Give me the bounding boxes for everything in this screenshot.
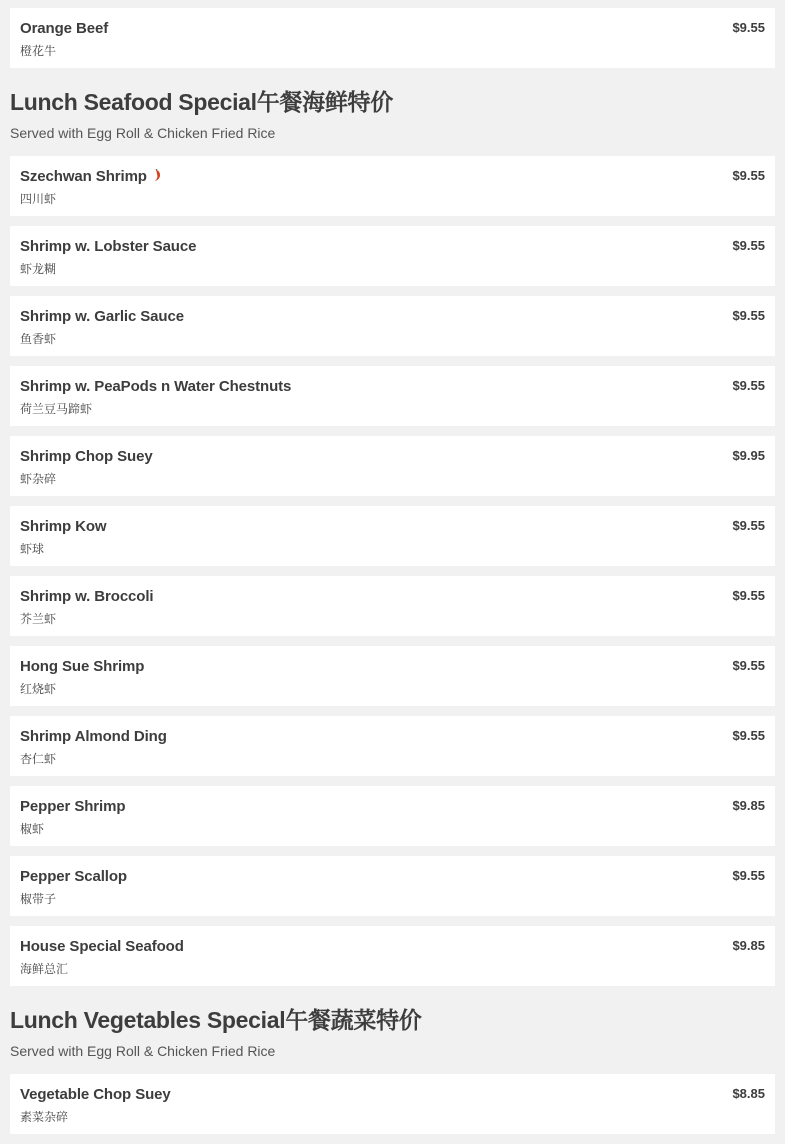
section-header-vegetables (10, 996, 775, 1074)
menu-item[interactable] (10, 856, 775, 916)
item-price: $8.85 (732, 1086, 765, 1101)
item-chinese-name: 杏仁虾 (20, 752, 57, 766)
item-chinese-name: 红烧虾 (20, 682, 57, 696)
item-chinese-name: 海鲜总汇 (20, 962, 69, 976)
item-name (20, 238, 196, 255)
item-chinese-name: 橙花牛 (20, 44, 57, 58)
item-price: $9.55 (732, 588, 765, 603)
section-title: Lunch Vegetables Special午餐蔬菜特价 (10, 1007, 422, 1033)
item-chinese-name: 虾龙糊 (20, 262, 57, 276)
item-name (20, 728, 167, 745)
item-price: $9.55 (732, 20, 765, 35)
item-chinese-name: 四川虾 (20, 192, 57, 206)
item-name (20, 798, 125, 815)
item-price: $9.55 (732, 728, 765, 743)
item-price: $9.95 (732, 448, 765, 463)
item-chinese-name: 素菜杂碎 (20, 1110, 69, 1124)
item-price: $9.55 (732, 658, 765, 673)
item-name-text: Pepper Shrimp (20, 798, 126, 815)
menu-item[interactable] (10, 1074, 775, 1134)
menu-list (10, 0, 775, 1144)
item-name (20, 518, 107, 535)
item-name (20, 168, 161, 186)
item-price: $9.55 (732, 868, 765, 883)
item-name-text: Shrimp Chop Suey (20, 448, 153, 465)
item-name-text: Pepper Scallop (20, 868, 127, 885)
menu-item[interactable] (10, 786, 775, 846)
menu-item[interactable] (10, 576, 775, 636)
menu-item[interactable] (10, 8, 775, 68)
item-name-text: Shrimp w. Broccoli (20, 588, 154, 605)
chili-pepper-icon (153, 169, 161, 186)
item-price: $9.85 (732, 798, 765, 813)
menu-item[interactable] (10, 366, 775, 426)
item-chinese-name: 虾杂碎 (20, 472, 57, 486)
menu-item[interactable] (10, 226, 775, 286)
section-description: Served with Egg Roll & Chicken Fried Rice (10, 1043, 276, 1059)
item-name (20, 308, 184, 325)
item-name (20, 1086, 171, 1103)
item-name-text: Orange Beef (20, 20, 109, 37)
section-description: Served with Egg Roll & Chicken Fried Rice (10, 125, 276, 141)
item-name-text: Vegetable Chop Suey (20, 1086, 171, 1103)
item-price: $9.55 (732, 518, 765, 533)
menu-item[interactable] (10, 926, 775, 986)
menu-item[interactable] (10, 716, 775, 776)
item-name (20, 868, 127, 885)
item-name (20, 938, 184, 955)
menu-item[interactable] (10, 506, 775, 566)
item-name (20, 588, 154, 605)
item-name (20, 20, 108, 37)
item-name-text: Shrimp w. PeaPods n Water Chestnuts (20, 378, 292, 395)
vegetable-items (10, 1074, 775, 1134)
item-chinese-name: 虾球 (20, 542, 45, 556)
item-price: $9.55 (732, 378, 765, 393)
section-header-seafood (10, 78, 775, 156)
menu-item[interactable] (10, 296, 775, 356)
item-name (20, 378, 291, 395)
item-name (20, 448, 153, 465)
menu-item[interactable] (10, 436, 775, 496)
previous-section-items (10, 8, 775, 68)
item-chinese-name: 荷兰豆马蹄虾 (20, 402, 93, 416)
seafood-items (10, 156, 775, 986)
item-name-text: Shrimp Kow (20, 518, 107, 535)
item-chinese-name: 椒虾 (20, 822, 45, 836)
item-price: $9.55 (732, 308, 765, 323)
item-price: $9.85 (732, 938, 765, 953)
item-chinese-name: 椒带子 (20, 892, 57, 906)
section-title: Lunch Seafood Special午餐海鲜特价 (10, 89, 393, 115)
menu-item[interactable] (10, 646, 775, 706)
item-name (20, 658, 144, 675)
item-price: $9.55 (732, 168, 765, 183)
item-name-text: House Special Seafood (20, 938, 184, 955)
item-name-text: Shrimp w. Garlic Sauce (20, 308, 184, 325)
item-chinese-name: 鱼香虾 (20, 332, 57, 346)
item-name-text: Hong Sue Shrimp (20, 658, 145, 675)
item-name-text: Shrimp w. Lobster Sauce (20, 238, 197, 255)
item-chinese-name: 芥兰虾 (20, 612, 57, 626)
item-name-text: Szechwan Shrimp (20, 168, 147, 185)
menu-item[interactable] (10, 156, 775, 216)
item-price: $9.55 (732, 238, 765, 253)
item-name-text: Shrimp Almond Ding (20, 728, 167, 745)
